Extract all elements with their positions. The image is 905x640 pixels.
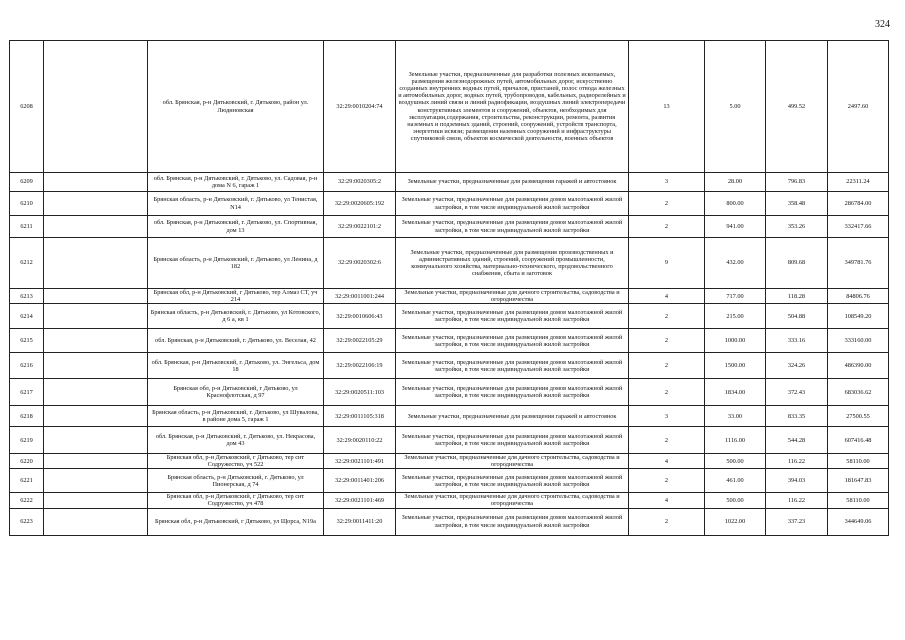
row-number: 6218 <box>10 406 44 427</box>
row-number: 6220 <box>10 454 44 469</box>
table-row <box>10 216 889 238</box>
cadastral-value: 349781.76 <box>828 238 889 289</box>
cadastral-number: 32:29:0020305:2 <box>324 173 396 192</box>
address-cell: Брянская область, р-н Дятьковский, г. Дятьково, ул Котовского, д 6 а, кв 1 <box>148 304 324 329</box>
blank-cell <box>44 427 148 454</box>
register-body <box>10 41 889 536</box>
area-value: 717.00 <box>705 289 766 304</box>
category-code: 2 <box>629 427 705 454</box>
row-number: 6212 <box>10 238 44 289</box>
row-number: 6219 <box>10 427 44 454</box>
table-row <box>10 508 889 535</box>
cadastral-number: 32:29:0020302:6 <box>324 238 396 289</box>
specific-value: 796.83 <box>766 173 828 192</box>
category-code: 4 <box>629 289 705 304</box>
cadastral-value: 607416.48 <box>828 427 889 454</box>
blank-cell <box>44 238 148 289</box>
row-number: 6213 <box>10 289 44 304</box>
specific-value: 833.35 <box>766 406 828 427</box>
area-value: 500.00 <box>705 454 766 469</box>
blank-cell <box>44 192 148 216</box>
area-value: 432.00 <box>705 238 766 289</box>
row-number: 6211 <box>10 216 44 238</box>
row-number: 6210 <box>10 192 44 216</box>
area-value: 500.00 <box>705 493 766 508</box>
land-purpose: Земельные участки, предназначенные для размещения производственных и административных зданий, строений, сооружений промышленности, коммунального хозяйства, материально-технического, продовольственного снабжения, сбыта и заготовок <box>396 238 629 289</box>
table-row <box>10 454 889 469</box>
specific-value: 116.22 <box>766 493 828 508</box>
specific-value: 809.68 <box>766 238 828 289</box>
row-number: 6221 <box>10 469 44 493</box>
category-code: 2 <box>629 304 705 329</box>
table-row <box>10 329 889 353</box>
category-code: 4 <box>629 454 705 469</box>
address-cell: Брянская область, р-н Дятьковский, г. Дятьково, ул Пионерская, д 74 <box>148 469 324 493</box>
category-code: 2 <box>629 216 705 238</box>
land-purpose: Земельные участки, предназначенные для дачного строительства, садоводства и огородничества <box>396 454 629 469</box>
cadastral-number: 32:29:0011411:20 <box>324 508 396 535</box>
cadastral-value: 58110.00 <box>828 454 889 469</box>
address-cell: обл. Брянская, р-н Дятьковский, г. Дятьково, ул. Спортивная, дом 13 <box>148 216 324 238</box>
area-value: 941.00 <box>705 216 766 238</box>
land-purpose: Земельные участки, предназначенные для размещения гаражей и автостоянок <box>396 406 629 427</box>
category-code: 2 <box>629 379 705 406</box>
cadastral-number: 32:29:0011001:244 <box>324 289 396 304</box>
land-purpose: Земельные участки, предназначенные для разработки полезных ископаемых, размещения железнодорожных путей, автомобильных дорог, искусственно созданных внутренних водных путей, причалов, пристаней, полос отвода железных и автомобильных дорог, водных путей, трубопроводов, кабельных, радиорелейных и воздушных линий связи и линий радиофикации, воздушных линий электропередачи конструктивных элементов и сооружений, объектов, необходимых для эксплуатации,содержания, строительства, реконструкции, ремонта, развития наземных и подземных зданий, строений, сооружений, устройств транспорта, энергетики исвязи; размещения наземных сооружений и инфраструктуры спутниковой связи, объектов космической деятельности, военных объектов <box>396 41 629 173</box>
cadastral-value: 181647.83 <box>828 469 889 493</box>
cadastral-value: 27500.55 <box>828 406 889 427</box>
land-purpose: Земельные участки, предназначенные для размещения домов малоэтажной жилой застройки, в том числе индивидуальной жилой застройки <box>396 469 629 493</box>
address-cell: обл. Брянская, р-н Дятьковский, г. Дятьково, ул. Энгельса, дом 18 <box>148 353 324 379</box>
area-value: 1000.00 <box>705 329 766 353</box>
land-purpose: Земельные участки, предназначенные для дачного строительства, садоводства и огородничества <box>396 493 629 508</box>
cadastral-value: 333160.00 <box>828 329 889 353</box>
category-code: 2 <box>629 469 705 493</box>
area-value: 5.00 <box>705 41 766 173</box>
table-row <box>10 238 889 289</box>
cadastral-value: 2497.60 <box>828 41 889 173</box>
land-purpose: Земельные участки, предназначенные для размещения гаражей и автостоянок <box>396 173 629 192</box>
land-purpose: Земельные участки, предназначенные для размещения домов малоэтажной жилой застройки, в том числе индивидуальной жилой застройки <box>396 329 629 353</box>
row-number: 6214 <box>10 304 44 329</box>
blank-cell <box>44 173 148 192</box>
cadastral-value: 332417.66 <box>828 216 889 238</box>
area-value: 1022.00 <box>705 508 766 535</box>
blank-cell <box>44 289 148 304</box>
area-value: 33.00 <box>705 406 766 427</box>
address-cell: обл. Брянская, р-н Дятьковский, г. Дятьково, район ул. Людиновская <box>148 41 324 173</box>
cadastral-number: 32:29:0020110:22 <box>324 427 396 454</box>
specific-value: 353.26 <box>766 216 828 238</box>
blank-cell <box>44 493 148 508</box>
land-purpose: Земельные участки, предназначенные для размещения домов малоэтажной жилой застройки, в том числе индивидуальной жилой застройки <box>396 427 629 454</box>
land-purpose: Земельные участки, предназначенные для размещения домов малоэтажной жилой застройки, в том числе индивидуальной жилой застройки <box>396 353 629 379</box>
blank-cell <box>44 406 148 427</box>
table-row <box>10 353 889 379</box>
cadastral-number: 32:29:0020511:103 <box>324 379 396 406</box>
blank-cell <box>44 379 148 406</box>
blank-cell <box>44 329 148 353</box>
address-cell: Брянская обл, р-н Дятьковский, г Дятьково, ул Краснофлотская, д 97 <box>148 379 324 406</box>
land-purpose: Земельные участки, предназначенные для размещения домов малоэтажной жилой застройки, в том числе индивидуальной жилой застройки <box>396 192 629 216</box>
blank-cell <box>44 508 148 535</box>
land-purpose: Земельные участки, предназначенные для размещения домов малоэтажной жилой застройки, в том числе индивидуальной жилой застройки <box>396 508 629 535</box>
cadastral-number: 32:29:0022101:2 <box>324 216 396 238</box>
area-value: 215.00 <box>705 304 766 329</box>
area-value: 800.00 <box>705 192 766 216</box>
table-row <box>10 406 889 427</box>
specific-value: 118.28 <box>766 289 828 304</box>
table-row <box>10 41 889 173</box>
address-cell: обл. Брянская, р-н Дятьковский, г. Дятьково, ул. Некрасова, дом 43 <box>148 427 324 454</box>
land-purpose: Земельные участки, предназначенные для размещения домов малоэтажной жилой застройки, в том числе индивидуальной жилой застройки <box>396 379 629 406</box>
specific-value: 544.28 <box>766 427 828 454</box>
cadastral-number: 32:29:0022105:29 <box>324 329 396 353</box>
category-code: 4 <box>629 493 705 508</box>
category-code: 2 <box>629 192 705 216</box>
row-number: 6217 <box>10 379 44 406</box>
area-value: 1116.00 <box>705 427 766 454</box>
row-number: 6222 <box>10 493 44 508</box>
blank-cell <box>44 469 148 493</box>
table-row <box>10 469 889 493</box>
address-cell: обл. Брянская, р-н Дятьковский, г. Дятьково, ул. Веселая, 42 <box>148 329 324 353</box>
category-code: 2 <box>629 329 705 353</box>
cadastral-value: 58110.00 <box>828 493 889 508</box>
land-register-table <box>9 40 889 536</box>
address-cell: Брянская обл, р-н Дятьковский, г Дятьково, тер снт Содружество, уч 522 <box>148 454 324 469</box>
specific-value: 337.23 <box>766 508 828 535</box>
area-value: 1500.00 <box>705 353 766 379</box>
specific-value: 324.26 <box>766 353 828 379</box>
specific-value: 116.22 <box>766 454 828 469</box>
category-code: 13 <box>629 41 705 173</box>
cadastral-number: 32:29:0020605:192 <box>324 192 396 216</box>
table-row <box>10 427 889 454</box>
land-purpose: Земельные участки, предназначенные для размещения домов малоэтажной жилой застройки, в том числе индивидуальной жилой застройки <box>396 216 629 238</box>
area-value: 28.00 <box>705 173 766 192</box>
category-code: 3 <box>629 406 705 427</box>
table-row <box>10 173 889 192</box>
address-cell: Брянская область, р-н Дятьковский, г. Дятьково, ул Ленина, д 182 <box>148 238 324 289</box>
row-number: 6208 <box>10 41 44 173</box>
blank-cell <box>44 304 148 329</box>
cadastral-value: 286784.00 <box>828 192 889 216</box>
cadastral-value: 486390.00 <box>828 353 889 379</box>
cadastral-number: 32:29:0010204:74 <box>324 41 396 173</box>
specific-value: 394.03 <box>766 469 828 493</box>
cadastral-number: 32:29:0010606:43 <box>324 304 396 329</box>
cadastral-number: 32:29:0022106:19 <box>324 353 396 379</box>
address-cell: Брянская обл, р-н Дятьковский, г Дятьково, тер снт Содружество, уч 478 <box>148 493 324 508</box>
table-row <box>10 379 889 406</box>
cadastral-value: 108549.20 <box>828 304 889 329</box>
blank-cell <box>44 454 148 469</box>
area-value: 461.00 <box>705 469 766 493</box>
cadastral-value: 683036.62 <box>828 379 889 406</box>
cadastral-value: 84806.76 <box>828 289 889 304</box>
cadastral-value: 22311.24 <box>828 173 889 192</box>
table-row <box>10 493 889 508</box>
blank-cell <box>44 353 148 379</box>
specific-value: 333.16 <box>766 329 828 353</box>
land-purpose: Земельные участки, предназначенные для дачного строительства, садоводства и огородничества <box>396 289 629 304</box>
land-purpose: Земельные участки, предназначенные для размещения домов малоэтажной жилой застройки, в том числе индивидуальной жилой застройки <box>396 304 629 329</box>
blank-cell <box>44 41 148 173</box>
table-row <box>10 289 889 304</box>
address-cell: обл. Брянская, р-н Дятьковский, г. Дятьково, ул. Садовая, р-н дома N 6, гараж 1 <box>148 173 324 192</box>
row-number: 6223 <box>10 508 44 535</box>
cadastral-value: 344649.06 <box>828 508 889 535</box>
row-number: 6215 <box>10 329 44 353</box>
cadastral-number: 32:29:0011401:206 <box>324 469 396 493</box>
category-code: 2 <box>629 508 705 535</box>
category-code: 9 <box>629 238 705 289</box>
blank-cell <box>44 216 148 238</box>
address-cell: Брянская область, р-н Дятьковский, г. Дятьково, ул Шувалова, в районе дома 5, гараж 1 <box>148 406 324 427</box>
table-row <box>10 304 889 329</box>
area-value: 1834.00 <box>705 379 766 406</box>
specific-value: 358.48 <box>766 192 828 216</box>
specific-value: 504.88 <box>766 304 828 329</box>
address-cell: Брянская обл, р-н Дятьковский, г Дятьково, ул Щорса, N19а <box>148 508 324 535</box>
cadastral-number: 32:29:0021101:491 <box>324 454 396 469</box>
page-number: 324 <box>875 19 890 30</box>
specific-value: 499.52 <box>766 41 828 173</box>
category-code: 3 <box>629 173 705 192</box>
row-number: 6216 <box>10 353 44 379</box>
address-cell: Брянская область, р-н Дятьковский, г. Дятьково, ул Тенистая, N14 <box>148 192 324 216</box>
category-code: 2 <box>629 353 705 379</box>
address-cell: Брянская обл, р-н Дятьковский, г Дятьково, тер Алмаз СТ, уч 214 <box>148 289 324 304</box>
specific-value: 372.43 <box>766 379 828 406</box>
cadastral-number: 32:29:0021101:469 <box>324 493 396 508</box>
cadastral-number: 32:29:0011105:318 <box>324 406 396 427</box>
table-row <box>10 192 889 216</box>
row-number: 6209 <box>10 173 44 192</box>
